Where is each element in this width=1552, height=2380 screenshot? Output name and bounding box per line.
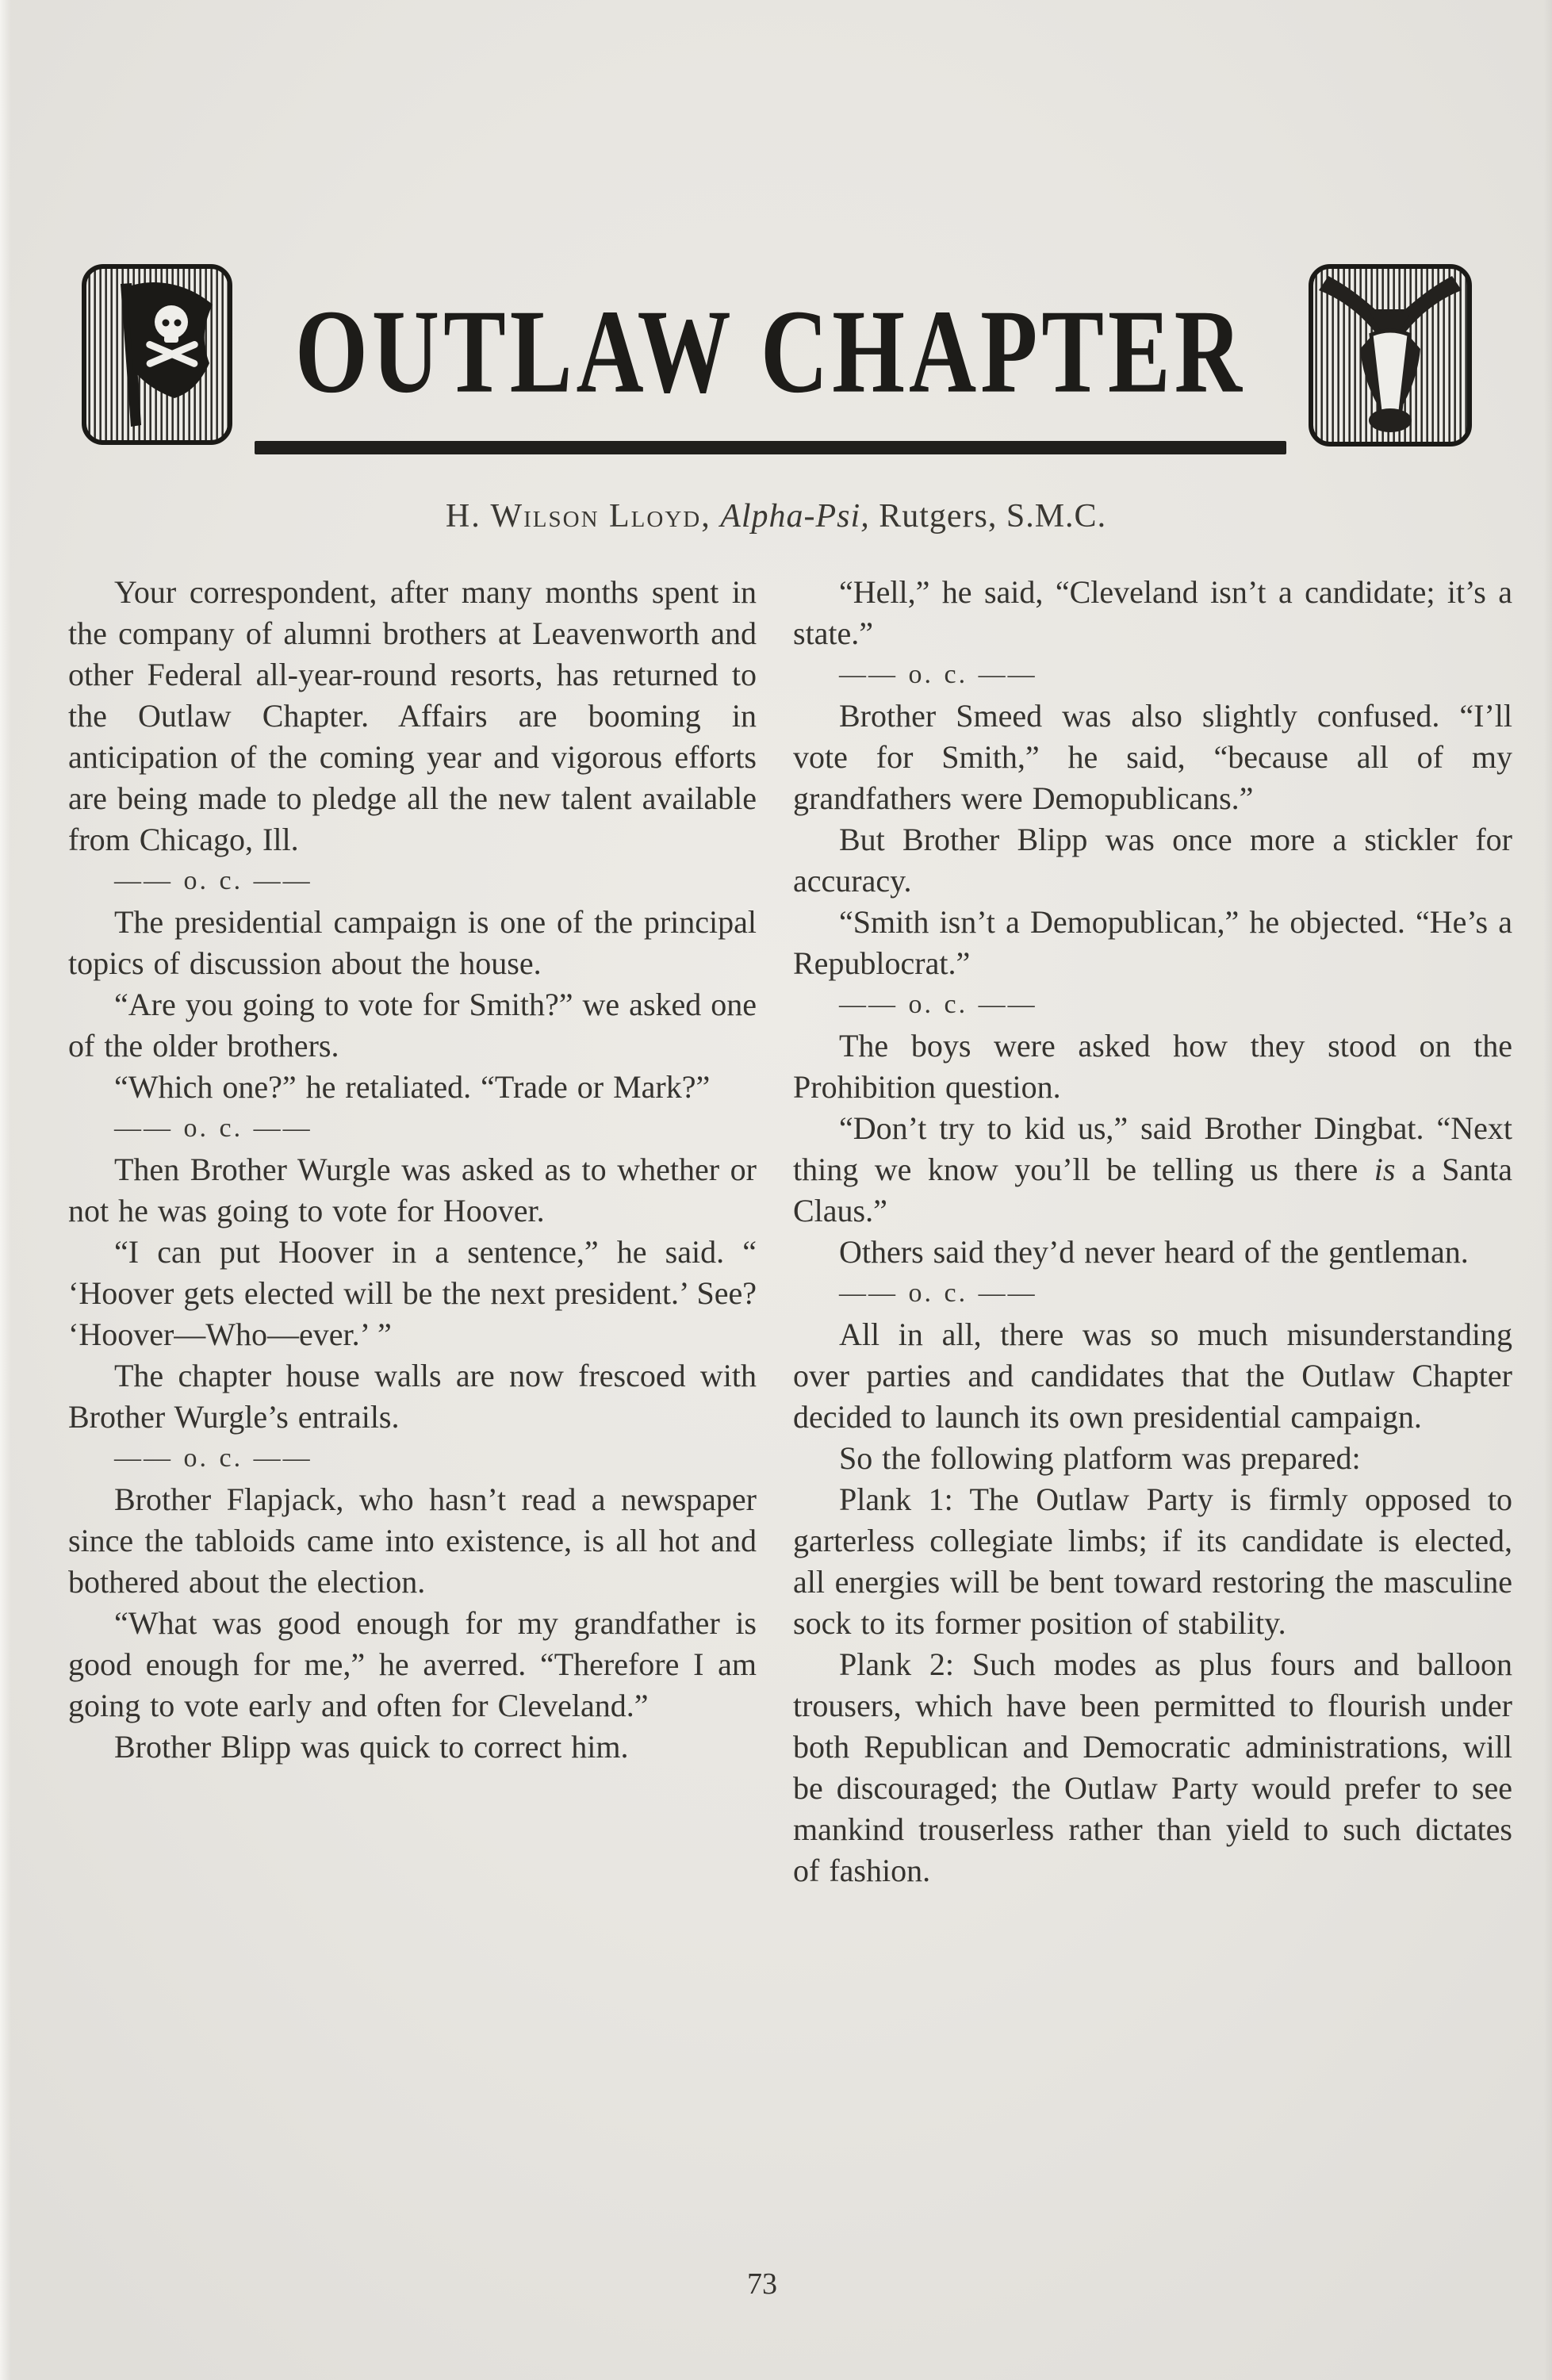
title-rule — [255, 441, 1286, 454]
paragraph: “I can put Hoover in a sentence,” he said. “ ‘Hoover gets elected will be the next president.’ See? ‘Hoover—Who—ever.’ ” — [68, 1234, 757, 1352]
paragraph-text: a Santa Claus.” — [793, 1152, 1512, 1228]
article-header — [0, 263, 1552, 454]
byline-chapter: Alpha-Psi, — [720, 498, 870, 535]
paragraph: Brother Blipp was quick to correct him. — [114, 1729, 629, 1765]
page-number: 73 — [747, 2267, 777, 2301]
section-divider: —— o. c. —— — [839, 660, 1037, 689]
section-divider: —— o. c. —— — [839, 1278, 1037, 1308]
paragraph: “Which one?” he retaliated. “Trade or Mark?” — [114, 1069, 711, 1105]
byline-affiliation: Rutgers, S.M.C. — [879, 498, 1107, 535]
right-column — [793, 572, 1512, 1891]
paragraph: So the following platform was prepared: — [839, 1440, 1361, 1476]
article-title: OUTLAW CHAPTER — [295, 285, 1246, 418]
paragraph: Plank 2: Such modes as plus fours and balloon trousers, which have been permitted to flourish under both Republican and Democratic administrations, will be discouraged; the Outlaw Party would prefer to see mankind trouserless rather than yield to such dictates of fashion. — [793, 1646, 1512, 1888]
byline-name: H. Wilson Lloyd, — [445, 498, 711, 535]
paragraph: “Are you going to vote for Smith?” we asked one of the older brothers. — [68, 987, 757, 1064]
pirate-flag-icon — [81, 263, 233, 450]
paragraph: Brother Flapjack, who hasn’t read a newspaper since the tabloids came into existence, is all hot and bothered about the election. — [68, 1481, 757, 1600]
paragraph: The presidential campaign is one of the principal topics of discussion about the house. — [68, 904, 757, 981]
paragraph: Plank 1: The Outlaw Party is firmly opposed to garterless collegiate limbs; if its candidate is elected, all energies will be bent toward restoring the masculine sock to its former position of stability. — [793, 1481, 1512, 1641]
section-divider: —— o. c. —— — [114, 1113, 312, 1143]
paragraph: “Hell,” he said, “Cleveland isn’t a candidate; it’s a state.” — [793, 574, 1512, 651]
paragraph: Brother Smeed was also slightly confused. “I’ll vote for Smith,” he said, “because all of my grandfathers were Demopublicans.” — [793, 698, 1512, 816]
section-divider: —— o. c. —— — [839, 990, 1037, 1019]
emphasized-word: is — [1374, 1152, 1396, 1187]
section-divider: —— o. c. —— — [114, 1443, 312, 1473]
title-block — [233, 263, 1308, 454]
article-body — [0, 572, 1552, 1891]
paragraph: All in all, there was so much misunderstanding over parties and candidates that the Outlaw Chapter decided to launch its own presidential campaign. — [793, 1316, 1512, 1435]
paragraph: “What was good enough for my grandfather is good enough for me,” he averred. “Therefore I am going to vote early and often for Cleveland.” — [68, 1605, 757, 1723]
paragraph: The chapter house walls are now frescoed with Brother Wurgle’s entrails. — [68, 1358, 757, 1435]
left-column — [68, 572, 757, 1891]
paragraph: The boys were asked how they stood on the Prohibition question. — [793, 1028, 1512, 1105]
paragraph — [793, 1108, 1512, 1232]
paragraph: Others said they’d never heard of the gentleman. — [839, 1234, 1469, 1270]
paragraph-text: “Don’t try to kid us,” said Brother Dingbat. “Next thing we know you’ll be telling us there — [793, 1110, 1512, 1187]
paragraph: Then Brother Wurgle was asked as to whether or not he was going to vote for Hoover. — [68, 1152, 757, 1228]
section-divider: —— o. c. —— — [114, 866, 312, 895]
paragraph: “Smith isn’t a Demopublican,” he objected. “He’s a Republocrat.” — [793, 904, 1512, 981]
byline — [0, 497, 1552, 535]
goat-head-icon — [1308, 263, 1473, 451]
paragraph: Your correspondent, after many months spent in the company of alumni brothers at Leavenworth and other Federal all-year-round resorts, has returned to the Outlaw Chapter. Affairs are booming in anticipation of the coming year and vigorous efforts are being made to pledge all the new talent available from Chicago, Ill. — [68, 574, 757, 857]
paragraph: But Brother Blipp was once more a stickler for accuracy. — [793, 822, 1512, 899]
